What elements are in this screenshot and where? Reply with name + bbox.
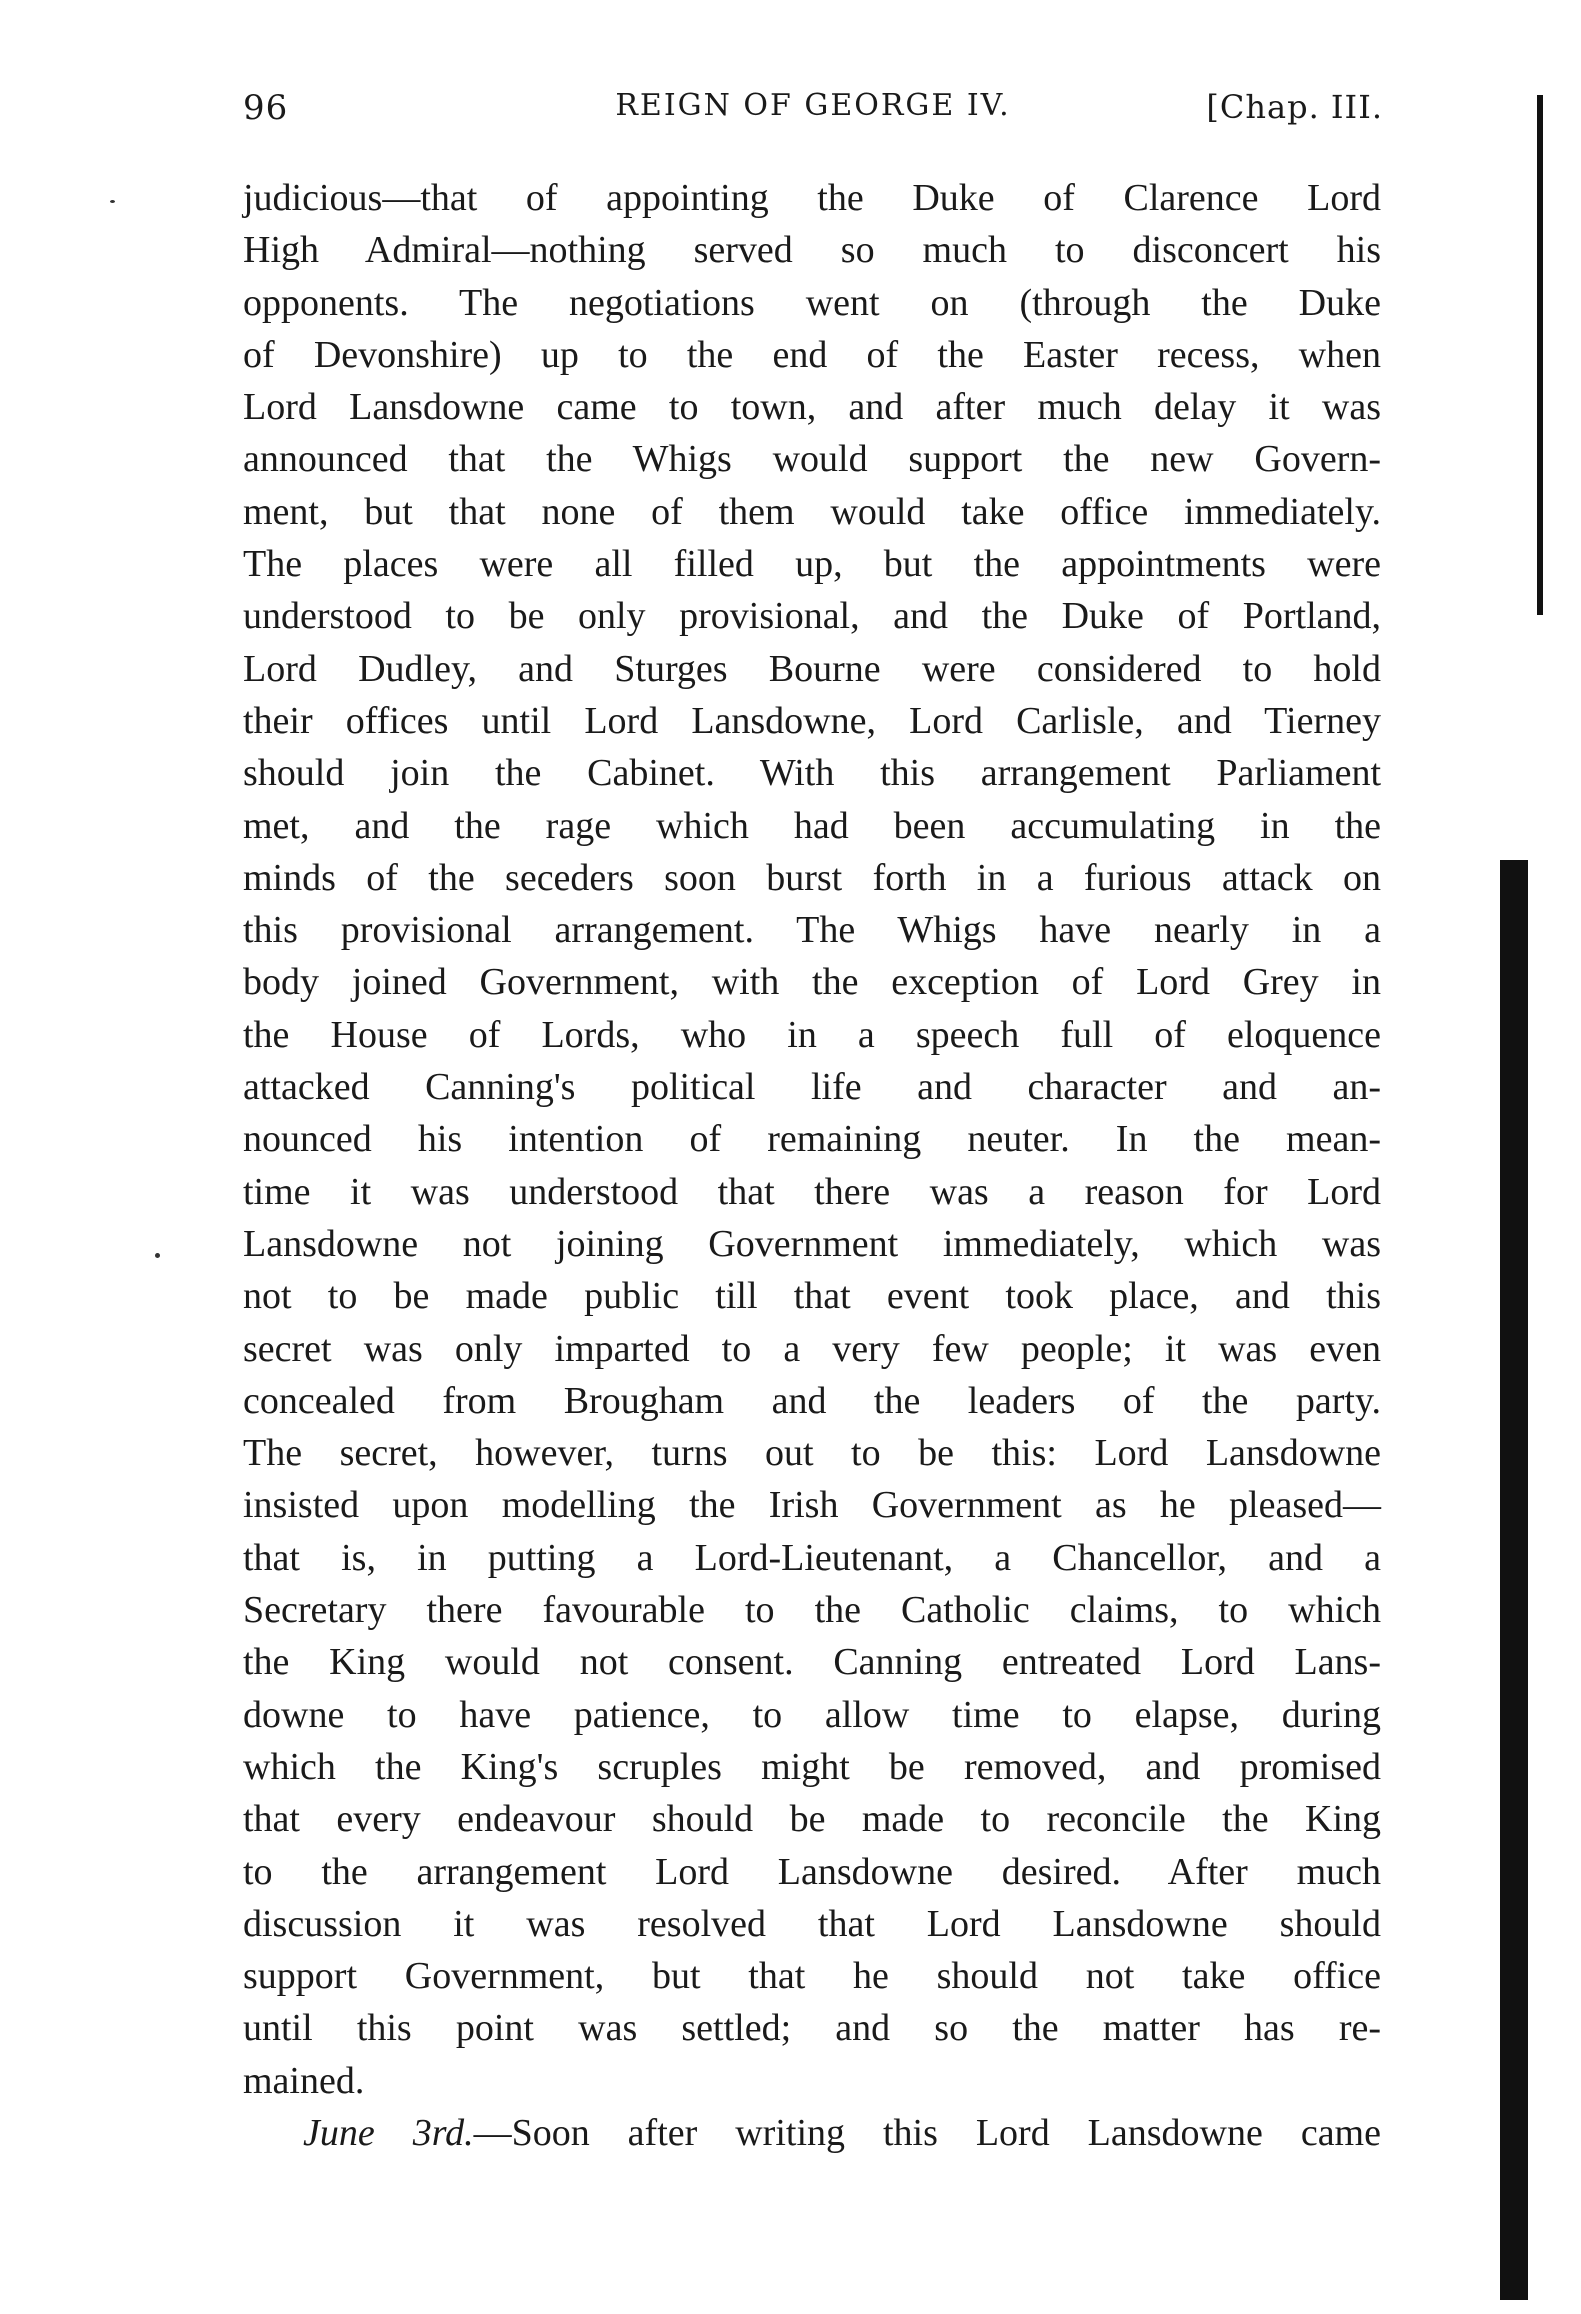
text-line: High Admiral—nothing served so much to disconcert his [243, 229, 1381, 272]
scan-speck [155, 1253, 160, 1258]
entry-date: June 3rd. [303, 2111, 474, 2154]
text-line: Lord Dudley, and Sturges Bourne were considered to hold [243, 647, 1381, 690]
text-line: ment, but that none of them would take office immediately. [243, 490, 1381, 533]
running-title: REIGN OF GEORGE IV. [615, 88, 1011, 123]
text-line: understood to be only provisional, and the Duke of Portland, [243, 595, 1381, 638]
text-line: their offices until Lord Lansdowne, Lord Carlisle, and Tierney [243, 699, 1381, 742]
text-line: the House of Lords, who in a speech full of eloquence [243, 1013, 1381, 1056]
text-line: attacked Canning's political life and character and an- [243, 1066, 1381, 1109]
scan-edge-shadow-bottom [1500, 860, 1528, 2300]
text-line: this provisional arrangement. The Whigs have nearly in a [243, 909, 1381, 952]
text-line: which the King's scruples might be removed, and promised [243, 1745, 1381, 1788]
text-line: until this point was settled; and so the matter has re- [243, 2007, 1381, 2050]
running-header [243, 88, 1383, 132]
body-text [243, 172, 1381, 2159]
text-line: body joined Government, with the exception of Lord Grey in [243, 961, 1381, 1004]
text-line: met, and the rage which had been accumulating in the [243, 804, 1381, 847]
text-line: minds of the seceders soon burst forth in a furious attack on [243, 856, 1381, 899]
text-line: that every endeavour should be made to reconcile the King [243, 1798, 1381, 1841]
text-line: downe to have patience, to allow time to elapse, during [243, 1693, 1381, 1736]
text-line: not to be made public till that event took place, and this [243, 1275, 1381, 1318]
text-line: judicious—that of appointing the Duke of Clarence Lord [243, 177, 1381, 219]
text-line: announced that the Whigs would support the new Govern- [243, 438, 1381, 481]
text-line: Lord Lansdowne came to town, and after much delay it was [243, 386, 1381, 429]
text-line-dated-entry [243, 2107, 1381, 2159]
text-line: secret was only imparted to a very few people; it was even [243, 1327, 1381, 1370]
chapter-label: [Chap. III. [1206, 88, 1383, 126]
text-line: insisted upon modelling the Irish Government as he pleased— [243, 1484, 1381, 1527]
text-line: support Government, but that he should not take office [243, 1955, 1381, 1998]
text-line: should join the Cabinet. With this arrangement Parliament [243, 752, 1381, 795]
text-line: nounced his intention of remaining neuter. In the mean- [243, 1118, 1381, 1161]
text-line: Lansdowne not joining Government immediately, which was [243, 1222, 1381, 1265]
page-number: 96 [243, 88, 289, 128]
text-line: discussion it was resolved that Lord Lansdowne should [243, 1902, 1381, 1945]
text-line: mained. [243, 2059, 365, 2102]
text-line: of Devonshire) up to the end of the Easter recess, when [243, 333, 1381, 376]
text-line: that is, in putting a Lord-Lieutenant, a Chancellor, and a [243, 1536, 1381, 1579]
text-line: to the arrangement Lord Lansdowne desired. After much [243, 1850, 1381, 1893]
text-line: concealed from Brougham and the leaders of the party. [243, 1379, 1381, 1422]
entry-text: —Soon after writing this Lord Lansdowne came [473, 2111, 1381, 2154]
text-line: The places were all filled up, but the appointments were [243, 543, 1381, 586]
text-line: time it was understood that there was a reason for Lord [243, 1170, 1381, 1213]
text-line: Secretary there favourable to the Catholic claims, to which [243, 1589, 1381, 1632]
text-line: opponents. The negotiations went on (through the Duke [243, 281, 1381, 324]
scan-speck [110, 200, 115, 203]
text-line: The secret, however, turns out to be this: Lord Lansdowne [243, 1432, 1381, 1475]
text-line: the King would not consent. Canning entreated Lord Lans- [243, 1641, 1381, 1684]
scan-edge-shadow-top [1537, 95, 1543, 615]
